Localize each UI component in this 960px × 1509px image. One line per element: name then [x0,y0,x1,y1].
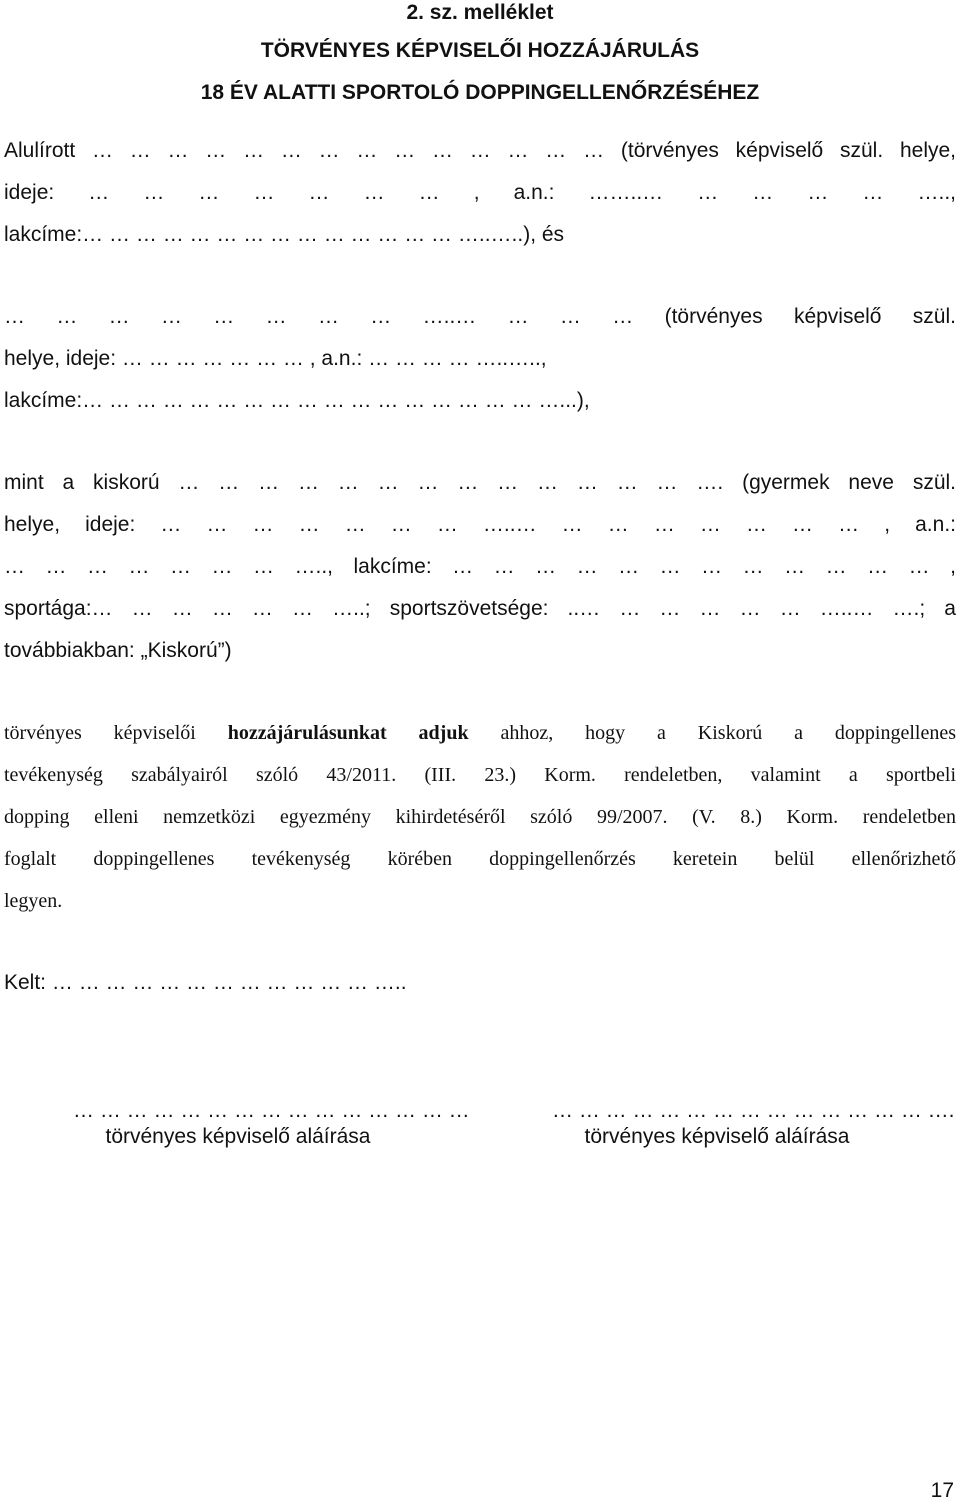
rep1-line-2: ideje: … … … … … … … , a.n.: ……..… … … … … ….., [4,181,956,204]
child-line-1: mint a kiskorú … … … … … … … … … … … … … …. (gyermek neve szül. [4,471,956,494]
rep2-line-2: helye, ideje: … … … … … … … , a.n.: … … … … …..….., [4,347,547,370]
consent-line-2: tevékenység szabályairól szóló 43/2011. (III. 23.) Korm. rendeletben, valamint a sportbeli [4,764,956,786]
page-number: 17 [930,1479,954,1502]
child-line-2: helye, ideje: … … … … … … … …..… … … … … … … … , a.n.: [4,513,956,536]
child-line-3: … … … … … … … ….., lakcíme: … … … … … … … … … … … … , [4,555,956,578]
rep1-line-3: lakcíme:… … … … … … … … … … … … … … …..…..), és [4,223,565,246]
rep2-line-3: lakcíme:… … … … … … … … … … … … … … … … … …...), [4,389,590,412]
date-field: Kelt: … … … … … … … … … … … … ….. [4,971,407,994]
rep1-line-1: Alulírott … … … … … … … … … … … … … … (törvényes képviselő szül. helye, [4,139,956,162]
annex-label: 2. sz. melléklet [406,1,554,24]
signature-line-1: … … … … … … … … … … … … … … … [73,1099,470,1122]
document-title: TÖRVÉNYES KÉPVISELŐI HOZZÁJÁRULÁS [260,39,700,62]
document-subtitle: 18 ÉV ALATTI SPORTOLÓ DOPPINGELLENŐRZÉSÉHEZ [200,81,760,104]
consent-bold-phrase: hozzájárulásunkat adjuk [227,722,469,744]
consent-line-4: foglalt doppingellenes tevékenység körében doppingellenőrzés keretein belül ellenőrizhető [4,848,956,870]
consent-line-1-pre: törvényes képviselői [4,722,228,744]
signature-line-2: … … … … … … … … … … … … … … …. [552,1099,955,1122]
signature-label-1: törvényes képviselő aláírása [105,1125,371,1148]
child-line-4: sportága:… … … … … … …..; sportszövetsége: ..… … … … … … …..… ….; a [4,597,956,620]
consent-line-1 [4,720,956,746]
consent-line-1-post: ahhoz, hogy a Kiskorú a doppingellenes [468,722,956,744]
signature-label-2: törvényes képviselő aláírása [584,1125,850,1148]
child-line-5: továbbiakban: „Kiskorú”) [4,639,232,662]
consent-line-3: dopping elleni nemzetközi egyezmény kihirdetéséről szóló 99/2007. (V. 8.) Korm. rendeletben [4,806,956,828]
rep2-line-1: … … … … … … … … …..… … … … (törvényes képviselő szül. [4,305,956,328]
consent-line-5: legyen. [4,890,63,912]
